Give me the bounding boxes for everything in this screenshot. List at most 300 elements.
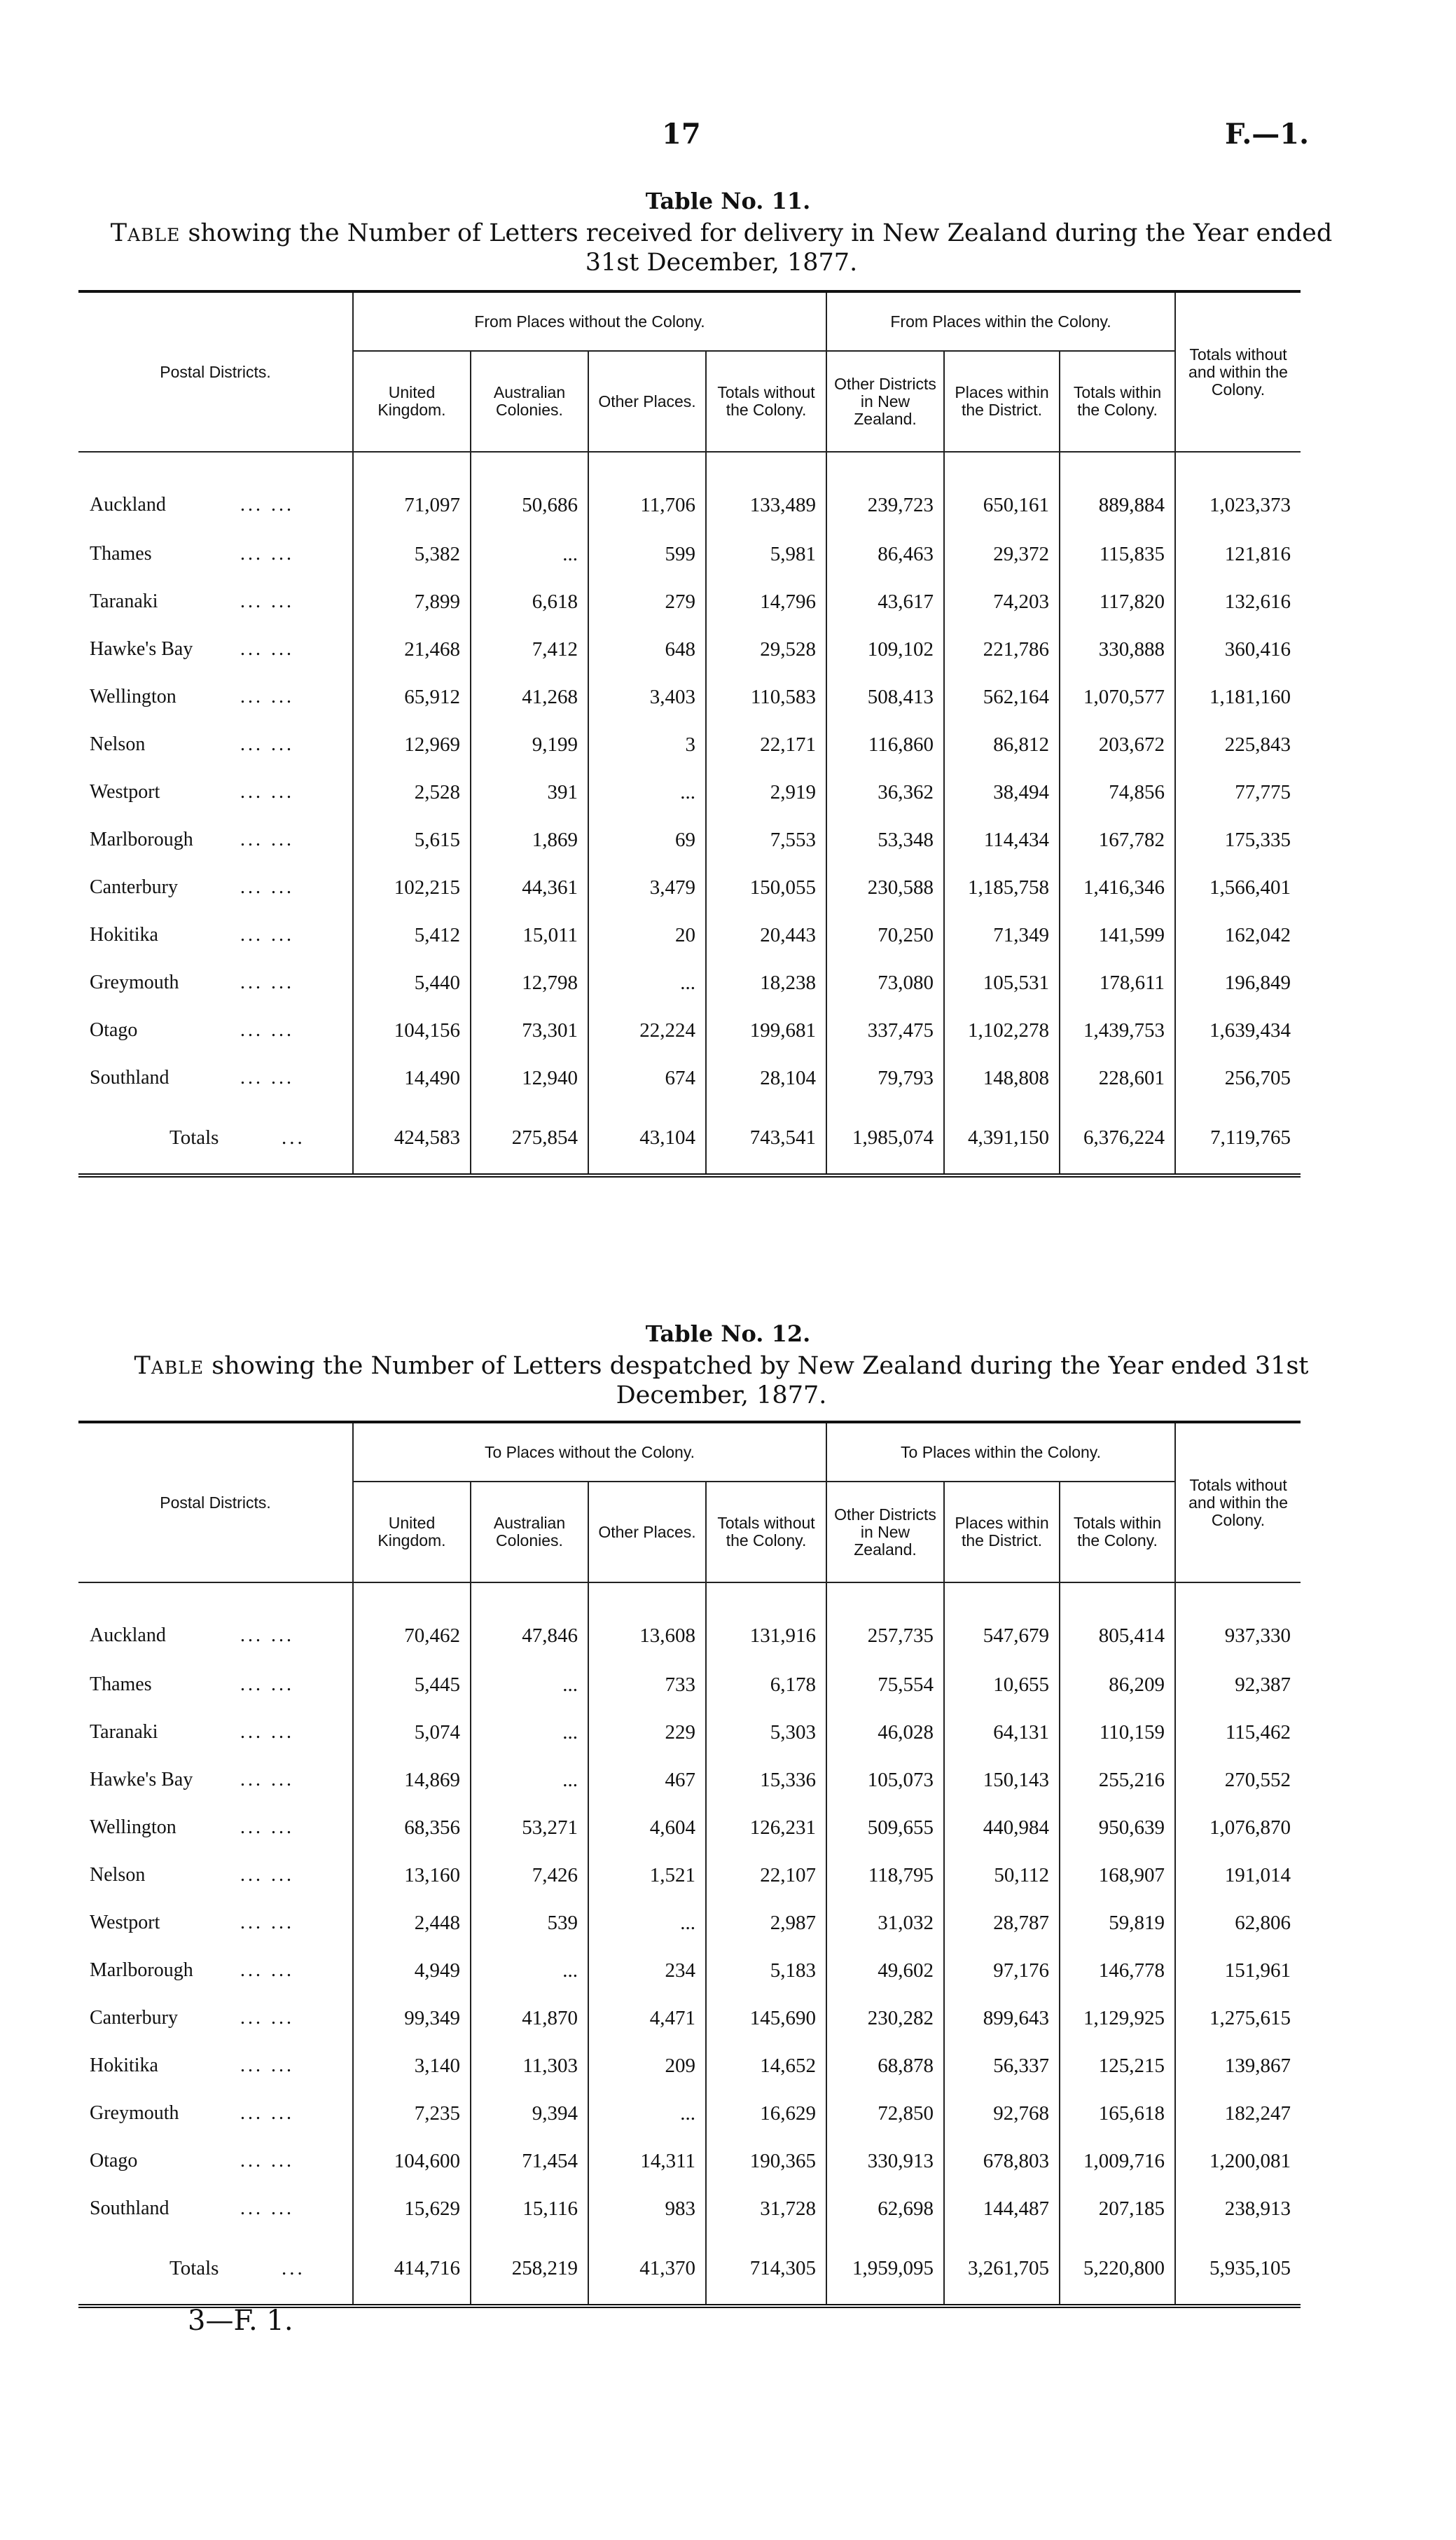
value-cell: 1,416,346 [1060, 864, 1175, 911]
leader-dots: ... ... [240, 1067, 294, 1089]
value-cell: 77,775 [1175, 768, 1301, 816]
value-cell: 178,611 [1060, 959, 1175, 1007]
district-name: Hokitika [90, 924, 158, 946]
header-postal-districts: Postal Districts. [160, 1493, 271, 1512]
header-totals-within: Totals within the Colony. [1060, 351, 1175, 452]
table-row [78, 1582, 1301, 1661]
leader-dots: ... ... [240, 1673, 294, 1695]
value-cell: 114,434 [944, 816, 1060, 864]
value-cell: 116,860 [826, 721, 944, 768]
district-name: Auckland [90, 494, 166, 516]
value-cell: 238,913 [1175, 2185, 1301, 2232]
value-cell: 270,552 [1175, 1756, 1301, 1804]
value-cell: 234 [588, 1947, 706, 1994]
value-cell: 733 [588, 1661, 706, 1709]
table-row [78, 2042, 1301, 2090]
value-cell: 678,803 [944, 2137, 1060, 2185]
table-12-caption-lead: Table [134, 1352, 204, 1380]
value-cell: 70,250 [826, 911, 944, 959]
value-cell: 56,337 [944, 2042, 1060, 2090]
leader-dots: ... ... [240, 1721, 294, 1743]
district-cell [78, 1947, 353, 1994]
table-row [78, 1756, 1301, 1804]
table-11-caption-lead: Table [110, 219, 181, 247]
value-cell: 230,588 [826, 864, 944, 911]
leader-dots: ... [282, 2256, 305, 2279]
table-row [78, 2185, 1301, 2232]
value-cell: 1,439,753 [1060, 1007, 1175, 1054]
value-cell: 150,143 [944, 1756, 1060, 1804]
leader-dots: ... ... [240, 638, 294, 660]
value-cell: 3,479 [588, 864, 706, 911]
value-cell: 74,856 [1060, 768, 1175, 816]
value-cell: 68,356 [353, 1804, 471, 1851]
value-cell: 562,164 [944, 673, 1060, 721]
table-11-caption-text: showing the Number of Letters received for delivery in New Zealand during the Year ended 31st December, 1877. [180, 219, 1333, 277]
leader-dots: ... ... [240, 972, 294, 993]
value-cell: 36,362 [826, 768, 944, 816]
value-cell: 1,639,434 [1175, 1007, 1301, 1054]
district-name: Southland [90, 1067, 169, 1089]
value-cell: 168,907 [1060, 1851, 1175, 1899]
value-cell: 5,445 [353, 1661, 471, 1709]
value-cell: 599 [588, 530, 706, 578]
value-cell: 508,413 [826, 673, 944, 721]
district-name: Nelson [90, 1864, 146, 1886]
totals-row [78, 2232, 1301, 2306]
value-cell: 70,462 [353, 1582, 471, 1661]
value-cell: 62,806 [1175, 1899, 1301, 1947]
district-name: Thames [90, 543, 152, 565]
value-cell: 139,867 [1175, 2042, 1301, 2090]
district-cell [78, 1899, 353, 1947]
district-name: Taranaki [90, 591, 158, 612]
table-row [78, 2090, 1301, 2137]
value-cell: 59,819 [1060, 1899, 1175, 1947]
value-cell: ... [588, 959, 706, 1007]
value-cell: 18,238 [706, 959, 826, 1007]
district-cell [78, 1709, 353, 1756]
value-cell: 9,199 [471, 721, 588, 768]
district-cell [78, 1661, 353, 1709]
leader-dots: ... ... [240, 924, 294, 946]
value-cell: 75,554 [826, 1661, 944, 1709]
value-cell: 165,618 [1060, 2090, 1175, 2137]
value-cell: 53,271 [471, 1804, 588, 1851]
district-cell [78, 816, 353, 864]
leader-dots: ... ... [240, 1769, 294, 1790]
value-cell: 225,843 [1175, 721, 1301, 768]
district-cell [78, 2090, 353, 2137]
value-cell: 104,156 [353, 1007, 471, 1054]
value-cell: 229 [588, 1709, 706, 1756]
value-cell: 79,793 [826, 1054, 944, 1102]
value-cell: 73,080 [826, 959, 944, 1007]
district-name: Nelson [90, 733, 146, 755]
district-cell [78, 864, 353, 911]
header-places-within-district: Places within the District. [944, 1482, 1060, 1582]
value-cell: 5,382 [353, 530, 471, 578]
value-cell: 279 [588, 578, 706, 626]
value-cell: 49,602 [826, 1947, 944, 1994]
header-united-kingdom: United Kingdom. [353, 351, 471, 452]
district-cell [78, 626, 353, 673]
value-cell: 16,629 [706, 2090, 826, 2137]
value-cell: ... [471, 530, 588, 578]
value-cell: 162,042 [1175, 911, 1301, 959]
total-value-cell: 424,583 [353, 1102, 471, 1175]
header-australian-colonies: Australian Colonies. [471, 1482, 588, 1582]
value-cell: 133,489 [706, 452, 826, 530]
value-cell: 38,494 [944, 768, 1060, 816]
value-cell: 4,949 [353, 1947, 471, 1994]
value-cell: 69 [588, 816, 706, 864]
value-cell: 141,599 [1060, 911, 1175, 959]
header-totals-within: Totals within the Colony. [1060, 1482, 1175, 1582]
value-cell: 10,655 [944, 1661, 1060, 1709]
table-row [78, 1054, 1301, 1102]
value-cell: 14,796 [706, 578, 826, 626]
value-cell: 11,706 [588, 452, 706, 530]
value-cell: 191,014 [1175, 1851, 1301, 1899]
value-cell: 132,616 [1175, 578, 1301, 626]
value-cell: 86,209 [1060, 1661, 1175, 1709]
value-cell: 190,365 [706, 2137, 826, 2185]
leader-dots: ... ... [240, 1912, 294, 1933]
district-name: Wellington [90, 686, 176, 708]
district-name: Greymouth [90, 2102, 179, 2124]
value-cell: 11,303 [471, 2042, 588, 2090]
value-cell: 125,215 [1060, 2042, 1175, 2090]
value-cell: 13,608 [588, 1582, 706, 1661]
value-cell: 72,850 [826, 2090, 944, 2137]
table-12-caption-text: showing the Number of Letters despatched by New Zealand during the Year ended 31st December, 1877. [204, 1352, 1309, 1409]
table-row [78, 768, 1301, 816]
total-value-cell: 258,219 [471, 2232, 588, 2306]
district-cell [78, 1994, 353, 2042]
district-cell [78, 1007, 353, 1054]
value-cell: 7,235 [353, 2090, 471, 2137]
value-cell: 64,131 [944, 1709, 1060, 1756]
header-other-places: Other Places. [588, 351, 706, 452]
table-12-caption [98, 1351, 1345, 1410]
value-cell: 7,412 [471, 626, 588, 673]
value-cell: 126,231 [706, 1804, 826, 1851]
value-cell: ... [588, 2090, 706, 2137]
header-australian-colonies: Australian Colonies. [471, 351, 588, 452]
value-cell: 1,009,716 [1060, 2137, 1175, 2185]
header-totals-without: Totals without the Colony. [706, 351, 826, 452]
value-cell: 105,073 [826, 1756, 944, 1804]
total-value-cell: 43,104 [588, 1102, 706, 1175]
value-cell: 99,349 [353, 1994, 471, 2042]
value-cell: 937,330 [1175, 1582, 1301, 1661]
value-cell: 1,070,577 [1060, 673, 1175, 721]
leader-dots: ... ... [240, 876, 294, 898]
table-row [78, 626, 1301, 673]
district-name: Otago [90, 2150, 138, 2172]
value-cell: 146,778 [1060, 1947, 1175, 1994]
total-value-cell: 414,716 [353, 2232, 471, 2306]
value-cell: ... [471, 1947, 588, 1994]
value-cell: 440,984 [944, 1804, 1060, 1851]
district-name: Canterbury [90, 2007, 178, 2029]
district-name: Marlborough [90, 1959, 193, 1981]
header-group-without: To Places without the Colony. [353, 1422, 826, 1482]
value-cell: 7,899 [353, 578, 471, 626]
total-value-cell: 1,959,095 [826, 2232, 944, 2306]
value-cell: 15,629 [353, 2185, 471, 2232]
district-cell [78, 1582, 353, 1661]
totals-label: Totals [169, 1126, 219, 1149]
table-12 [78, 1421, 1301, 2308]
district-cell [78, 911, 353, 959]
value-cell: 5,303 [706, 1709, 826, 1756]
table-row [78, 1661, 1301, 1709]
header-group-without: From Places without the Colony. [353, 291, 826, 351]
leader-dots: ... ... [240, 1864, 294, 1886]
value-cell: 4,471 [588, 1994, 706, 2042]
district-name: Taranaki [90, 1721, 158, 1743]
value-cell: 62,698 [826, 2185, 944, 2232]
value-cell: 5,981 [706, 530, 826, 578]
value-cell: 805,414 [1060, 1582, 1175, 1661]
district-name: Westport [90, 781, 160, 803]
value-cell: 167,782 [1060, 816, 1175, 864]
value-cell: 6,178 [706, 1661, 826, 1709]
table-row [78, 2137, 1301, 2185]
district-cell [78, 2137, 353, 2185]
district-cell [78, 452, 353, 530]
value-cell: 29,372 [944, 530, 1060, 578]
value-cell: 360,416 [1175, 626, 1301, 673]
value-cell: ... [471, 1756, 588, 1804]
district-name: Canterbury [90, 876, 178, 898]
leader-dots: ... ... [240, 591, 294, 612]
total-value-cell: 743,541 [706, 1102, 826, 1175]
value-cell: 20,443 [706, 911, 826, 959]
value-cell: 199,681 [706, 1007, 826, 1054]
value-cell: 44,361 [471, 864, 588, 911]
district-name: Auckland [90, 1624, 166, 1646]
district-cell [78, 2042, 353, 2090]
value-cell: 28,104 [706, 1054, 826, 1102]
value-cell: 330,913 [826, 2137, 944, 2185]
total-value-cell: 714,305 [706, 2232, 826, 2306]
value-cell: 22,171 [706, 721, 826, 768]
table-row [78, 864, 1301, 911]
table-11-caption [98, 219, 1345, 277]
value-cell: 1,200,081 [1175, 2137, 1301, 2185]
value-cell: 12,798 [471, 959, 588, 1007]
totals-label-cell [78, 2232, 353, 2306]
total-value-cell: 4,391,150 [944, 1102, 1060, 1175]
value-cell: 3 [588, 721, 706, 768]
value-cell: 50,112 [944, 1851, 1060, 1899]
leader-dots: ... ... [240, 686, 294, 708]
table-12-grid [78, 1421, 1301, 2308]
value-cell: 102,215 [353, 864, 471, 911]
value-cell: 110,583 [706, 673, 826, 721]
table-row [78, 673, 1301, 721]
totals-label-cell [78, 1102, 353, 1175]
value-cell: 239,723 [826, 452, 944, 530]
total-value-cell: 7,119,765 [1175, 1102, 1301, 1175]
header-grand-total: Totals without and within the Colony. [1175, 291, 1301, 452]
value-cell: 221,786 [944, 626, 1060, 673]
value-cell: 889,884 [1060, 452, 1175, 530]
value-cell: 21,468 [353, 626, 471, 673]
value-cell: 29,528 [706, 626, 826, 673]
table-row [78, 721, 1301, 768]
page-number: 17 [662, 118, 701, 151]
value-cell: 14,490 [353, 1054, 471, 1102]
value-cell: 467 [588, 1756, 706, 1804]
value-cell: 46,028 [826, 1709, 944, 1756]
leader-dots: ... ... [240, 1019, 294, 1041]
value-cell: 115,835 [1060, 530, 1175, 578]
leader-dots: ... ... [240, 1959, 294, 1981]
header-other-districts: Other Districts in New Zealand. [826, 351, 944, 452]
value-cell: 1,181,160 [1175, 673, 1301, 721]
value-cell: 228,601 [1060, 1054, 1175, 1102]
value-cell: 121,816 [1175, 530, 1301, 578]
header-other-places: Other Places. [588, 1482, 706, 1582]
totals-row [78, 1102, 1301, 1175]
value-cell: 5,615 [353, 816, 471, 864]
value-cell: 148,808 [944, 1054, 1060, 1102]
value-cell: 1,076,870 [1175, 1804, 1301, 1851]
value-cell: 983 [588, 2185, 706, 2232]
value-cell: 50,686 [471, 452, 588, 530]
total-value-cell: 6,376,224 [1060, 1102, 1175, 1175]
value-cell: 71,097 [353, 452, 471, 530]
district-cell [78, 2185, 353, 2232]
value-cell: 115,462 [1175, 1709, 1301, 1756]
value-cell: 15,116 [471, 2185, 588, 2232]
total-value-cell: 41,370 [588, 2232, 706, 2306]
value-cell: 15,011 [471, 911, 588, 959]
value-cell: 131,916 [706, 1582, 826, 1661]
value-cell: 230,282 [826, 1994, 944, 2042]
district-name: Otago [90, 1019, 138, 1041]
value-cell: 1,129,925 [1060, 1994, 1175, 2042]
value-cell: 2,919 [706, 768, 826, 816]
value-cell: 14,311 [588, 2137, 706, 2185]
value-cell: 28,787 [944, 1899, 1060, 1947]
header-places-within-district: Places within the District. [944, 351, 1060, 452]
table-12-heading: Table No. 12. [645, 1320, 811, 1347]
district-name: Hawke's Bay [90, 638, 193, 660]
value-cell: 151,961 [1175, 1947, 1301, 1994]
value-cell: 92,768 [944, 2090, 1060, 2137]
value-cell: 86,463 [826, 530, 944, 578]
leader-dots: ... ... [240, 2007, 294, 2029]
value-cell: 539 [471, 1899, 588, 1947]
value-cell: 31,032 [826, 1899, 944, 1947]
value-cell: 97,176 [944, 1947, 1060, 1994]
value-cell: 20 [588, 911, 706, 959]
value-cell: 71,349 [944, 911, 1060, 959]
value-cell: 5,074 [353, 1709, 471, 1756]
value-cell: 104,600 [353, 2137, 471, 2185]
leader-dots: ... ... [240, 543, 294, 565]
value-cell: 648 [588, 626, 706, 673]
value-cell: 899,643 [944, 1994, 1060, 2042]
leader-dots: ... ... [240, 2102, 294, 2124]
value-cell: 3,140 [353, 2042, 471, 2090]
footer-reference: 3—F. 1. [188, 2305, 293, 2337]
value-cell: 1,185,758 [944, 864, 1060, 911]
value-cell: ... [471, 1709, 588, 1756]
leader-dots: ... [282, 1126, 305, 1149]
header-united-kingdom: United Kingdom. [353, 1482, 471, 1582]
value-cell: 105,531 [944, 959, 1060, 1007]
leader-dots: ... ... [240, 1624, 294, 1646]
value-cell: 5,440 [353, 959, 471, 1007]
value-cell: 7,553 [706, 816, 826, 864]
value-cell: 2,448 [353, 1899, 471, 1947]
value-cell: 1,275,615 [1175, 1994, 1301, 2042]
value-cell: 950,639 [1060, 1804, 1175, 1851]
value-cell: 86,812 [944, 721, 1060, 768]
value-cell: 14,652 [706, 2042, 826, 2090]
value-cell: ... [588, 768, 706, 816]
table-row [78, 1994, 1301, 2042]
leader-dots: ... ... [240, 781, 294, 803]
value-cell: 255,216 [1060, 1756, 1175, 1804]
value-cell: 9,394 [471, 2090, 588, 2137]
value-cell: 6,618 [471, 578, 588, 626]
district-cell [78, 768, 353, 816]
value-cell: 1,521 [588, 1851, 706, 1899]
value-cell: 1,102,278 [944, 1007, 1060, 1054]
header-totals-without: Totals without the Colony. [706, 1482, 826, 1582]
value-cell: 47,846 [471, 1582, 588, 1661]
total-value-cell: 3,261,705 [944, 2232, 1060, 2306]
table-row [78, 959, 1301, 1007]
value-cell: 41,870 [471, 1994, 588, 2042]
value-cell: 203,672 [1060, 721, 1175, 768]
table-row [78, 1851, 1301, 1899]
value-cell: 4,604 [588, 1804, 706, 1851]
value-cell: 256,705 [1175, 1054, 1301, 1102]
series-reference: F.—1. [1224, 118, 1309, 151]
district-name: Wellington [90, 1816, 176, 1838]
value-cell: 92,387 [1175, 1661, 1301, 1709]
district-cell [78, 1851, 353, 1899]
value-cell: 145,690 [706, 1994, 826, 2042]
value-cell: 12,940 [471, 1054, 588, 1102]
table-11 [78, 290, 1301, 1178]
district-cell [78, 673, 353, 721]
table-row [78, 911, 1301, 959]
header-group-within: From Places within the Colony. [826, 291, 1175, 351]
value-cell: 5,183 [706, 1947, 826, 1994]
district-cell [78, 1054, 353, 1102]
district-cell [78, 959, 353, 1007]
value-cell: 13,160 [353, 1851, 471, 1899]
total-value-cell: 5,935,105 [1175, 2232, 1301, 2306]
district-name: Marlborough [90, 829, 193, 850]
value-cell: 674 [588, 1054, 706, 1102]
value-cell: 15,336 [706, 1756, 826, 1804]
district-cell [78, 578, 353, 626]
table-row [78, 1804, 1301, 1851]
value-cell: 22,107 [706, 1851, 826, 1899]
value-cell: 109,102 [826, 626, 944, 673]
leader-dots: ... ... [240, 733, 294, 755]
